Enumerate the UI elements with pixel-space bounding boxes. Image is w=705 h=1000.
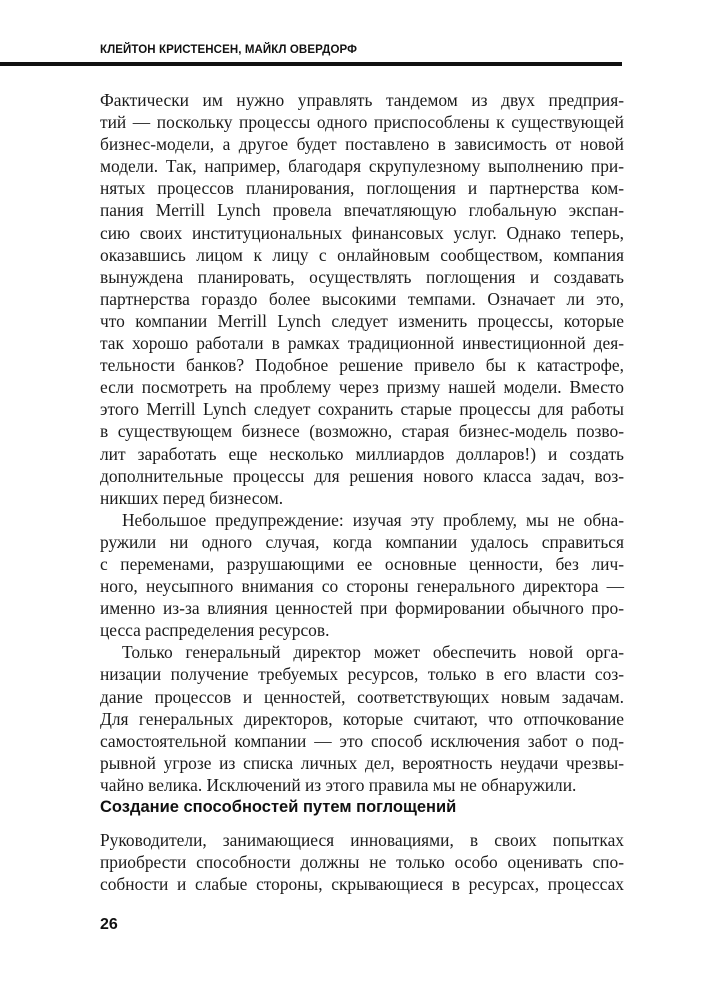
text-line: Для генеральных директоров, которые считают, что отпочкование xyxy=(100,708,624,729)
section-text xyxy=(100,829,624,895)
text-line: пания Merrill Lynch провела впечатляющую глобальную экспан- xyxy=(100,200,624,221)
text-line: партнерства гораздо более высокими темпами. Означает ли это, xyxy=(100,288,624,309)
text-line: тий — поскольку процессы одного приспособлены к существующей xyxy=(100,112,624,133)
text-line: собности и слабые стороны, скрывающиеся в ресурсах, процессах xyxy=(100,874,624,895)
text-line: лит заработать еще несколько миллиардов долларов!) и создать xyxy=(100,443,624,464)
text-line: сию своих институциональных финансовых услуг. Однако теперь, xyxy=(100,222,624,243)
text-line: приобрести способности должны не только особо оценивать спо- xyxy=(100,852,624,873)
text-line: с переменами, разрушающими ее основные ценности, без лич- xyxy=(100,553,624,574)
text-line: модели. Так, например, благодаря скрупулезному выполнению при- xyxy=(100,156,624,177)
text-line: цесса распределения ресурсов. xyxy=(100,620,330,641)
text-line: так хорошо работали в рамках традиционной инвестиционной дея- xyxy=(100,333,624,354)
header-rule xyxy=(0,62,622,66)
text-line: если посмотреть на проблему через призму нашей модели. Вместо xyxy=(100,377,624,398)
text-line: Фактически им нужно управлять тандемом из двух предприя- xyxy=(100,90,624,110)
main-text xyxy=(100,89,624,796)
text-line: Только генеральный директор может обеспечить новой орга- xyxy=(122,642,624,663)
text-line: этого Merrill Lynch следует сохранить старые процессы для работы xyxy=(100,399,624,420)
section-heading: Создание способностей путем поглощений xyxy=(100,798,457,816)
running-head: КЛЕЙТОН КРИСТЕНСЕН, МАЙКЛ ОВЕРДОРФ xyxy=(100,44,358,56)
text-line: ружили ни одного случая, когда компании удалось справиться xyxy=(100,531,624,552)
text-line: тельности банков? Подобное решение привело бы к катастрофе, xyxy=(100,355,624,376)
text-line: Руководители, занимающиеся инновациями, в своих попытках xyxy=(100,830,624,850)
text-line: что компании Merrill Lynch следует изменить процессы, которые xyxy=(100,310,624,331)
text-line: дание процессов и ценностей, соответствующих новым задачам. xyxy=(100,686,624,707)
text-line: нятых процессов планирования, поглощения и партнерства ком- xyxy=(100,178,624,199)
text-line: в существующем бизнесе (возможно, старая бизнес-модель позво- xyxy=(100,421,624,442)
text-line: дополнительные процессы для решения нового класса задач, воз- xyxy=(100,465,624,486)
text-line: бизнес-модели, а другое будет поставлено в зависимость от новой xyxy=(100,134,624,155)
text-line: самостоятельной компании — это способ исключения забот о под- xyxy=(100,730,624,751)
text-line: оказавшись лицом к лицу с онлайновым сообществом, компания xyxy=(100,244,624,265)
text-line: рывной угрозе из списка личных дел, вероятность неудачи чрезвы- xyxy=(100,752,624,773)
text-line: чайно велика. Исключений из этого правила мы не обнаружили. xyxy=(100,774,577,795)
text-line: вынуждена планировать, осуществлять поглощения и создавать xyxy=(100,266,624,287)
text-line: Небольшое предупреждение: изучая эту проблему, мы не обна- xyxy=(122,509,624,530)
page-number: 26 xyxy=(100,916,118,933)
text-line: именно из-за влияния ценностей при формировании обычного про- xyxy=(100,598,624,619)
text-line: ного, неусыпного внимания со стороны генерального директора — xyxy=(100,576,624,597)
text-line: никших перед бизнесом. xyxy=(100,487,284,508)
text-line: низации получение требуемых ресурсов, только в его власти соз- xyxy=(100,664,624,685)
